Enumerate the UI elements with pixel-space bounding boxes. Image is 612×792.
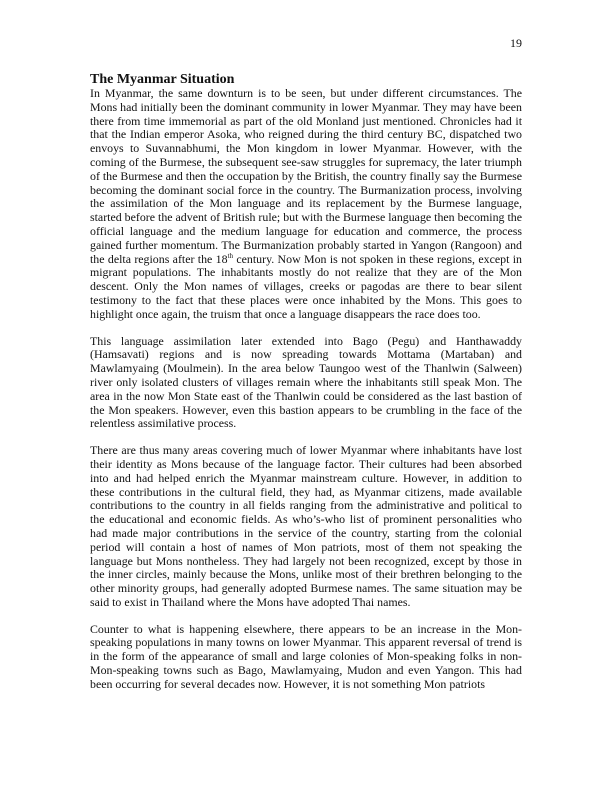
paragraph-4: Counter to what is happening elsewhere, there appears to be an increase in the Mon-speaking populations in many towns on lower Myanmar. This apparent reversal of trend is in the form of the appearance of small and large colonies of Mon-speaking folks in non-Mon-speaking towns such as Bago, Mawlamyaing, Mudon and even Yangon. This had been occurring for several decades now. However, it is not something Mon patriots: [90, 621, 522, 691]
page-body: [90, 72, 522, 705]
paragraph-1: [90, 87, 522, 322]
paragraph-3: There are thus many areas covering much of lower Myanmar where inhabitants have lost their identity as Mons because of the language factor. Their cultures had been absorbed into and had helped enrich the Myanmar mainstream culture. However, in addition to these contributions in the cultural field, they had, as Myanmar citizens, made available contributions to the country in all fields ranging from the administrative and political to the educational and economic fields. As who’s-who list of prominent personalities who had made major contributions in the service of the country, starting from the colonial period will contain a host of names of Mon patriots, most of them not speaking the language but Mons nontheless. They had largely not been recognized, except by those in the inner circles, mainly because the Mons, unlike most of their brethren belonging to the other minority groups, had generally adopted Burmese names. The same situation may be said to exist in Thailand where the Mons have adopted Thai names.: [90, 443, 522, 609]
page-number: 19: [510, 36, 522, 50]
paragraph-1-text-b: century. Now Mon is not spoken in these regions, except in migrant populations. The inhabitants mostly do not realize that they are of the Mon descent. Only the Mon names of villages, creeks or pagodas are there to bear silent testimony to the fact that these places were once inhabited by the Mons. This goes to highlight once again, the truism that once a language disappears the race does too.: [90, 251, 522, 321]
paragraph-2: This language assimilation later extended into Bago (Pegu) and Hanthawaddy (Hamsavati) regions and is now spreading towards Mottama (Martaban) and Mawlamyaing (Moulmein). In the area below Taungoo west of the Thanlwin (Salween) river only isolated clusters of villages remain where the inhabitants still speak Mon. The area in the now Mon State east of the Thanlwin could be considered as the last bastion of the Mon speakers. However, even this bastion appears to be crumbling in the face of the relentless assimilative process.: [90, 333, 522, 431]
paragraph-1-text-a: In Myanmar, the same downturn is to be seen, but under different circumstances. The Mons had initially been the dominant community in lower Myanmar. They may have been there from time immemorial as part of the old Monland just mentioned. Chronicles had it that the Indian emperor Asoka, who reigned during the third century BC, dispatched two envoys to Suvannabhumi, the Mon kingdom in lower Myanmar. However, with the coming of the Burmese, the subsequent see-saw struggles for supremacy, the later triumph of the Burmese and then the occupation by the British, the country finally say the Burmese becoming the dominant social force in the country. The Burmanization process, involving the assimilation of the Mon language and its replacement by the Burmese language, started before the advent of British rule; but with the Burmese language then becoming the official language and the medium language for education and commerce, the process gained further momentum. The Burmanization probably started in Yangon (Rangoon) and the delta regions after the 18: [90, 86, 522, 266]
ordinal-superscript: th: [227, 251, 234, 260]
section-heading: The Myanmar Situation: [90, 72, 235, 87]
